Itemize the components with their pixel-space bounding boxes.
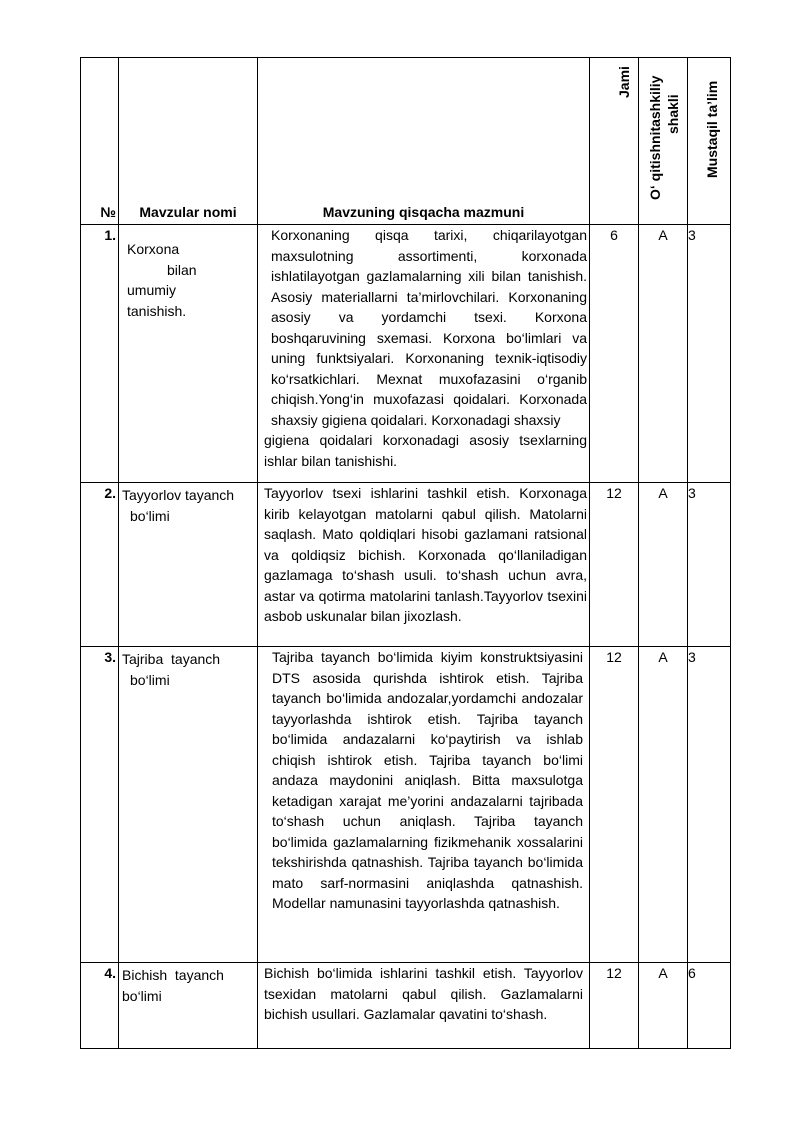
row-form: A [639,483,688,647]
row-independent: 3 [688,225,731,483]
row-independent: 6 [688,963,731,1049]
header-total: Jami [590,58,639,225]
row-topic [119,963,258,1049]
topic-line: bo‘limi [130,507,170,524]
topic-line: Bichish tayanch [122,967,224,983]
row-total: 12 [590,963,639,1049]
table-row [81,225,731,483]
topic-line: Korxona [127,241,180,257]
row-content: Tajriba tayanch bo‘limida kiyim konstruktsiyasini DTS asosida qurishda ishtirok etish. Tajriba tayanch bo‘limida andozalar,yordamchi andozalar tayyorlashda ishtirok etish. Tajriba tayanch bo‘limida andazalarni ko‘paytirish va ishlab chiqish ishtirok etish. Tajriba tayanch bo‘limi andaza maydonini aniqlash. Bitta maxsulotga ketadigan xarajat me’yorini andazalarni tajribada to‘shash uchun aniqlash. Tajriba tayanch bo‘limida gazlamalarning fizikmehanik xossalarini tekshirishda qatnashish. Tajriba tayanch bo‘limida mato sarf-normasini aniqlashda qatnashish. Modellar namunasini tayyorlashda qatnashish. [258,647,590,963]
topic-line: tanishish. [127,302,187,319]
topic-line: Tayyorlov tayanch [122,487,235,503]
row-independent: 3 [688,483,731,647]
header-independent: Mustaqil ta’lim [688,58,731,225]
row-topic [119,483,258,647]
row-topic [119,225,258,483]
row-total: 12 [590,483,639,647]
row-content: Bichish bo‘limida ishlarini tashkil etish. Tayyorlov tsexidan matolarni qabul qilish. Gazlamalarni bichish usullari. Gazlamalar qavatini to‘shash. [258,963,590,1049]
row-total: 12 [590,647,639,963]
header-number: № [81,58,119,225]
row-number: 3. [81,647,119,963]
row-number: 2. [81,483,119,647]
header-topic: Mavzular nomi [119,58,258,225]
content-text: gigiena qoidalari korxonadagi asosiy tsexlarning ishlar bilan tanishishi. [264,432,587,469]
row-number: 4. [81,963,119,1049]
header-form: O‘ qitishnitashkiliy shakli [639,58,688,225]
topic-line: Tajriba tayanch [122,651,221,667]
header-content: Mavzuning qisqacha mazmuni [258,58,590,225]
row-form: A [639,647,688,963]
row-independent: 3 [688,647,731,963]
topic-line: bo‘limi [122,987,162,1004]
table-row [81,647,731,963]
topic-line: bo‘limi [130,671,170,688]
row-topic [119,647,258,963]
row-total: 6 [590,225,639,483]
row-form: A [639,225,688,483]
content-text: Korxonaning qisqa tarixi, chiqarilayotgan maxsulotning assortimenti, korxonada ishlatilayotgan gazlamalarning xili bilan tanishish. Asosiy materiallarni ta’mirlovchilari. Korxonaning asosiy va yordamchi tsexi. Korxona boshqaruvining sxemasi. Korxona bo‘limlari va uning funktsiyalari. Korxonaning texnik-iqtisodiy ko‘rsatkichlari. Mexnat muxofazasini o‘rganib chiqish.Yong‘in muxofazasi qoidalari. Korxonada shaxsiy gigiena qoidalari. Korxonadagi shaxsiy [271,227,587,428]
topics-table [80,57,731,1049]
row-form: A [639,963,688,1049]
row-number: 1. [81,225,119,483]
header-row [81,58,731,225]
topic-line: bilan [167,261,197,278]
table-row [81,963,731,1049]
topic-line: umumiy [127,282,177,298]
row-content: Tayyorlov tsexi ishlarini tashkil etish. Korxonaga kirib kelayotgan matolarni qabul qilish. Matolarni saqlash. Mato qoldiqlari hisobi gazlamani ratsional va qoldiqsiz bichish. Korxonada qo‘llaniladigan gazlamaga to‘shash usuli. to‘shash uchun avra, astar va qotirma matolarini tanlash.Tayyorlov tsexini asbob uskunalar bilan jixozlash. [258,483,590,647]
row-content [258,225,590,483]
table-row [81,483,731,647]
